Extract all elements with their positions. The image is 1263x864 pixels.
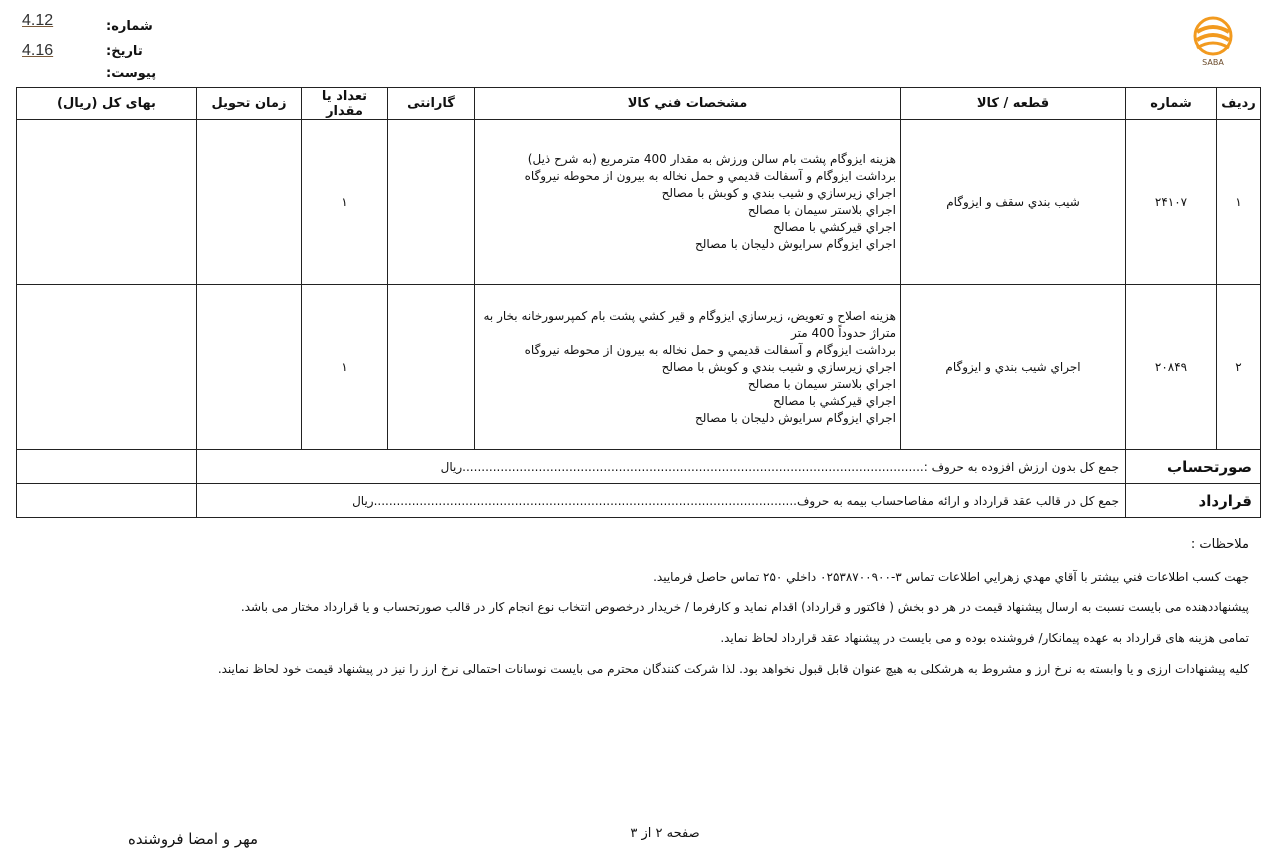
table-row — [17, 120, 1261, 285]
attachment-label: پیوست: — [106, 66, 157, 81]
date-label: تاریخ: — [106, 44, 143, 59]
row-spec — [475, 285, 901, 450]
note-line: پیشنهاددهنده می بایست نسبت به ارسال پیشنهاد قیمت در هر دو بخش ( فاکتور و قرارداد) اقدام نماید و کارفرما / خریدار درخصوص انتخاب نوع انجام کار در قالب صورتحساب و یا قرارداد مختار می باشد. — [240, 600, 1249, 614]
note-line: جهت كسب اطلاعات فني بيشتر با آقاي مهدي زهرايي اطلاعات تماس ۳-۰۲۵۳۸۷۰۰۹۰۰ داخلي ۲۵۰ تماس حاصل فرماييد. — [653, 570, 1249, 584]
row-total — [17, 285, 197, 450]
spec-line: اجراي ايزوگام سرايوش دليجان با مصالح — [695, 237, 896, 251]
header-warranty: گارانتی — [388, 88, 475, 120]
header-item: قطعه / كالا — [901, 88, 1126, 120]
row-index: ۲ — [1217, 285, 1261, 450]
spec-line: هزينه ايزوگام پشت بام سالن ورزش به مقدار 400 مترمربع (به شرح ذيل) — [527, 152, 896, 166]
seller-signature-label: مهر و امضا فروشنده — [128, 830, 259, 848]
row-delivery — [197, 285, 302, 450]
spec-line: اجراي بلاستر سيمان با مصالح — [747, 203, 896, 217]
header-number: شماره — [1126, 88, 1217, 120]
row-number: ۲۰۸۴۹ — [1126, 285, 1217, 450]
invoice-total-cell — [17, 450, 197, 484]
table-header-row — [17, 88, 1261, 120]
header-delivery: زمان تحويل — [197, 88, 302, 120]
spec-line: اجراي بلاستر سيمان با مصالح — [747, 376, 896, 391]
contract-amount-words: جمع كل در قالب عقد قرارداد و ارائه مفاصاحساب بيمه به حروف...............................................................................................................ريال — [197, 484, 1126, 518]
row-warranty — [388, 120, 475, 285]
contract-label: قرارداد — [1126, 484, 1261, 518]
notes-title: ملاحظات : — [1190, 537, 1249, 552]
spec-line: اجراي قيركشي با مصالح — [773, 393, 896, 408]
spec-line: اجراي ايزوگام سرايوش دليجان با مصالح — [695, 410, 896, 425]
items-table — [16, 87, 1261, 518]
number-label: شماره: — [106, 19, 153, 34]
row-delivery — [197, 120, 302, 285]
spec-line: اجراي زيرسازي و شيب بندي و كوبش با مصالح — [661, 359, 896, 374]
contract-total-cell — [17, 484, 197, 518]
table-row — [17, 285, 1261, 450]
row-quantity: ۱ — [302, 120, 388, 285]
row-item: شيب بندي سقف و ايزوگام — [901, 120, 1126, 285]
spec-line: اجراي زيرسازي و شيب بندي و كوبش با مصالح — [661, 186, 896, 200]
note-line: کلیه پیشنهادات ارزی و یا وابسته به نرخ ارز و مشروط به هرشکلی به هیچ عنوان قابل قبول نخواهد بود. لذا شرکت کنندگان محترم می بایست نوسانات احتمالی نرخ ارز را نیز در پیشنهاد قیمت خود لحاظ نمایند. — [217, 662, 1249, 676]
contract-row — [17, 484, 1261, 518]
spec-line: هزينه اصلاح و تعويض، زيرسازي ايزوگام و قير كشي پشت بام كمپرسورخانه بخار به متراژ حدوداً 400 متر — [483, 308, 896, 340]
row-warranty — [388, 285, 475, 450]
note-line: تمامی هزینه های قرارداد به عهده پیمانکار/ فروشنده بوده و می بایست در پیشنهاد عقد قرارداد لحاظ نماید. — [720, 631, 1249, 645]
spec-line: برداشت ايزوگام و آسفالت قديمي و حمل نخاله به بيرون از محوطه نيروگاه — [524, 342, 896, 357]
row-total — [17, 120, 197, 285]
row-quantity: ۱ — [302, 285, 388, 450]
date-value: 4.16 — [22, 42, 54, 59]
header-quantity: تعداد يا مقدار — [302, 88, 388, 120]
row-spec — [475, 120, 901, 285]
header-total: بهای کل (ريال) — [17, 88, 197, 120]
spec-line: برداشت ايزوگام و آسفالت قديمي و حمل نخاله به بيرون از محوطه نيروگاه — [524, 169, 896, 183]
page-number: صفحه ۲ از ۳ — [630, 826, 700, 841]
invoice-row — [17, 450, 1261, 484]
header-index: ردیف — [1217, 88, 1261, 120]
number-value: 4.12 — [22, 12, 54, 29]
invoice-amount-words: جمع كل بدون ارزش افزوده به حروف :.........................................................................................................................ريال — [197, 450, 1126, 484]
row-index: ۱ — [1217, 120, 1261, 285]
row-number: ۲۴۱۰۷ — [1126, 120, 1217, 285]
logo-text: SABA — [1202, 58, 1224, 67]
header-spec: مشخصات فني كالا — [475, 88, 901, 120]
invoice-label: صورتحساب — [1126, 450, 1261, 484]
spec-line: اجراي قيركشي با مصالح — [773, 220, 896, 234]
row-item: اجراي شيب بندي و ايزوگام — [901, 285, 1126, 450]
